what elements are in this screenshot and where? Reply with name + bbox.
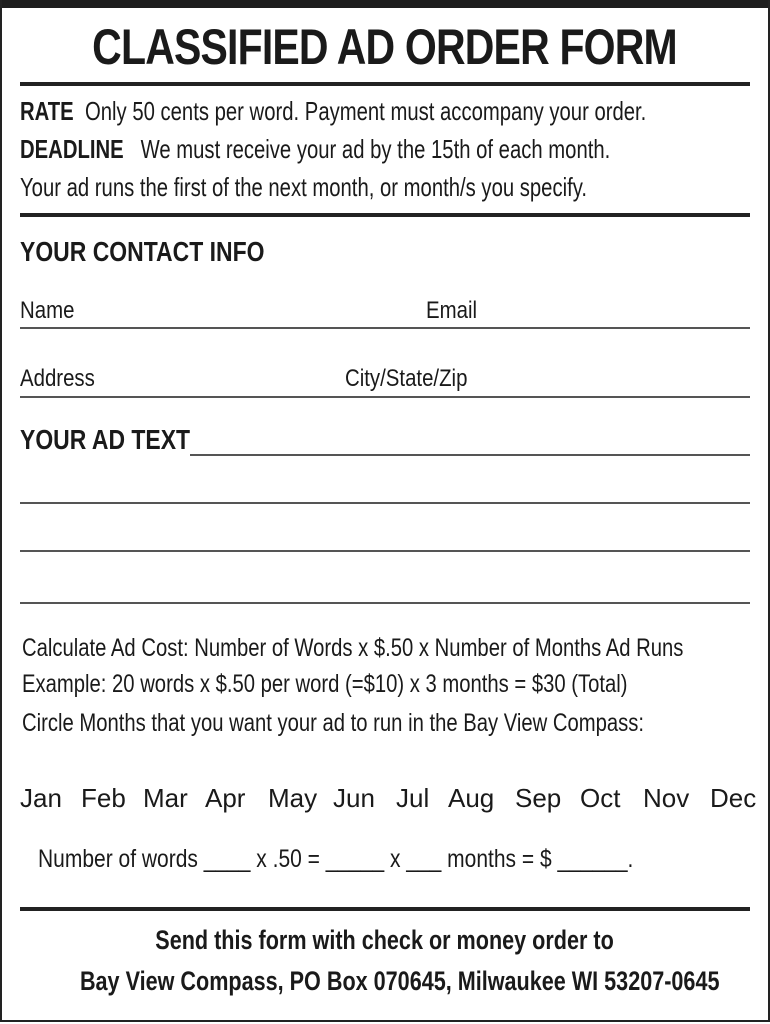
intro-divider xyxy=(20,213,750,217)
month-mar[interactable]: Mar xyxy=(143,783,188,813)
rate-label: RATE xyxy=(20,96,74,126)
month-jul[interactable]: Jul xyxy=(396,783,430,813)
month-feb[interactable]: Feb xyxy=(81,783,126,813)
circle-months-instruction: Circle Months that you want your ad to run in the Bay View Compass: xyxy=(22,709,645,737)
month-may[interactable]: May xyxy=(268,783,318,813)
ad-text-heading: YOUR AD TEXT xyxy=(20,424,191,455)
address-label: Address xyxy=(20,365,95,392)
month-dec[interactable]: Dec xyxy=(710,783,757,813)
calc-example: Example: 20 words x $.50 per word (=$10) x 3 months = $30 (Total) xyxy=(22,670,628,698)
calc-instructions: Calculate Ad Cost: Number of Words x $.50 x Number of Months Ad Runs xyxy=(22,634,684,662)
name-label: Name xyxy=(20,297,75,324)
form-title: CLASSIFIED AD ORDER FORM xyxy=(92,19,678,75)
deadline-line xyxy=(20,134,770,165)
city-label: City/State/Zip xyxy=(345,365,468,392)
ad-text-line-3[interactable] xyxy=(20,550,750,552)
month-oct[interactable]: Oct xyxy=(580,783,621,813)
name-email-line[interactable] xyxy=(20,327,750,329)
month-nov[interactable]: Nov xyxy=(643,783,690,813)
month-jun[interactable]: Jun xyxy=(333,783,375,813)
deadline-text: We must receive your ad by the 15th of each month. xyxy=(140,134,611,164)
ad-text-line-2[interactable] xyxy=(20,502,750,504)
address-city-line[interactable] xyxy=(20,396,750,398)
footer-divider xyxy=(20,907,750,911)
month-aug[interactable]: Aug xyxy=(448,783,495,813)
title-divider xyxy=(20,82,750,86)
deadline-label: DEADLINE xyxy=(20,134,124,164)
footer-instruction: Send this form with check or money order to xyxy=(155,925,615,955)
month-sep[interactable]: Sep xyxy=(515,783,562,813)
rate-line xyxy=(20,96,770,127)
email-label: Email xyxy=(426,297,478,324)
month-apr[interactable]: Apr xyxy=(205,783,246,813)
rate-text: Only 50 cents per word. Payment must accompany your order. xyxy=(84,96,647,126)
cost-formula: Number of words ____ x .50 = _____ x ___ months = $ ______. xyxy=(38,845,634,873)
ad-text-line-1[interactable] xyxy=(190,454,750,456)
contact-heading: YOUR CONTACT INFO xyxy=(20,236,265,267)
mailing-address: Bay View Compass, PO Box 070645, Milwaukee WI 53207-0645 xyxy=(79,966,720,996)
month-jan[interactable]: Jan xyxy=(20,783,62,813)
ad-text-line-4[interactable] xyxy=(20,602,750,604)
runs-note: Your ad runs the first of the next month, or month/s you specify. xyxy=(20,172,588,202)
